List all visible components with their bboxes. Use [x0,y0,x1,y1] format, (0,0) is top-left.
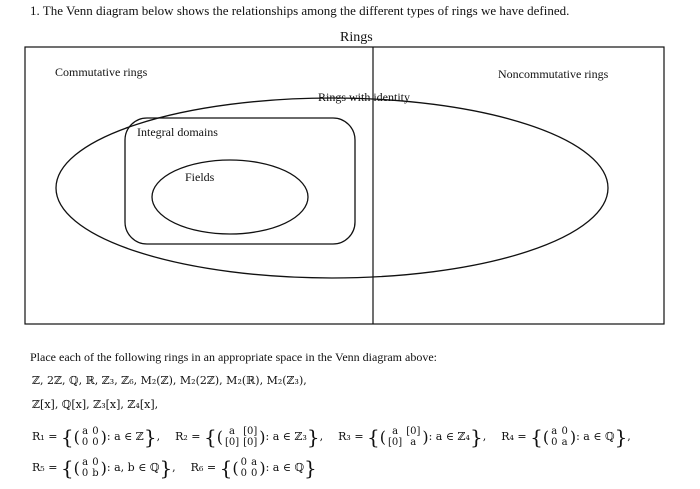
ring-definitions-row1: R₁ = {( a 0 0 0 ): a ∈ ℤ}, R₂ = {( a [0] [0] [0] ): a ∈ ℤ₃}, R₃ = {( a [0] [0] a ): a ∈ ℤ₄}, R₄ = {( a 0 0 a ): a ∈ ℚ}, [32,425,631,449]
r1-matrix: a 0 [81,426,89,448]
r6-condition: : a ∈ ℚ [265,461,305,474]
r1-brace: { [60,425,74,449]
r4-condition: : a ∈ ℚ [576,430,615,443]
noncommutative-label: Noncommutative rings [498,67,609,81]
rings-box [25,47,664,324]
commutative-label: Commutative rings [55,65,148,79]
r2-name: R₂ = [175,430,201,443]
r1-condition: : a ∈ ℤ [106,430,144,443]
r3-condition: : a ∈ ℤ₄ [428,430,470,443]
r5-matrix: a 0 [81,457,89,479]
r1-name: R₁ = [32,430,58,443]
r6-matrix: 0 0 [240,457,247,479]
r2-matrix: a [0] [224,426,240,448]
integral-domains-label: Integral domains [137,125,218,139]
instruction-text: Place each of the following rings in an appropriate space in the Venn diagram above: [30,350,437,364]
r4-matrix: a 0 [551,426,558,448]
fields-label: Fields [185,170,215,184]
r3-matrix: a [0] [388,426,403,448]
r5-condition: : a, b ∈ ℚ [106,461,160,474]
rings-list-line2: ℤ[x], ℚ[x], ℤ₃[x], ℤ₄[x], [32,398,159,411]
fields-ellipse [152,160,308,234]
identity-label: Rings with identity [318,90,411,104]
r6-name: R₆ = [190,461,217,474]
r3-name: R₃ = [338,430,364,443]
r2-condition: : a ∈ ℤ₃ [265,430,307,443]
r5-name: R₅ = [32,461,58,474]
ring-definitions-row2: R₅ = {( a 0 0 b ): a, b ∈ ℚ}, R₆ = {( 0 0 a 0 ): a ∈ ℚ} [32,456,317,480]
question-text: 1. The Venn diagram below shows the relationships among the different types of rings we have defined. [30,3,570,18]
r4-name: R₄ = [501,430,527,443]
rings-label: Rings [340,30,373,45]
rings-list-line1: ℤ, 2ℤ, ℚ, ℝ, ℤ₃, ℤ₆, M₂(ℤ), M₂(2ℤ), M₂(ℝ), M₂(ℤ₃), [32,374,307,387]
